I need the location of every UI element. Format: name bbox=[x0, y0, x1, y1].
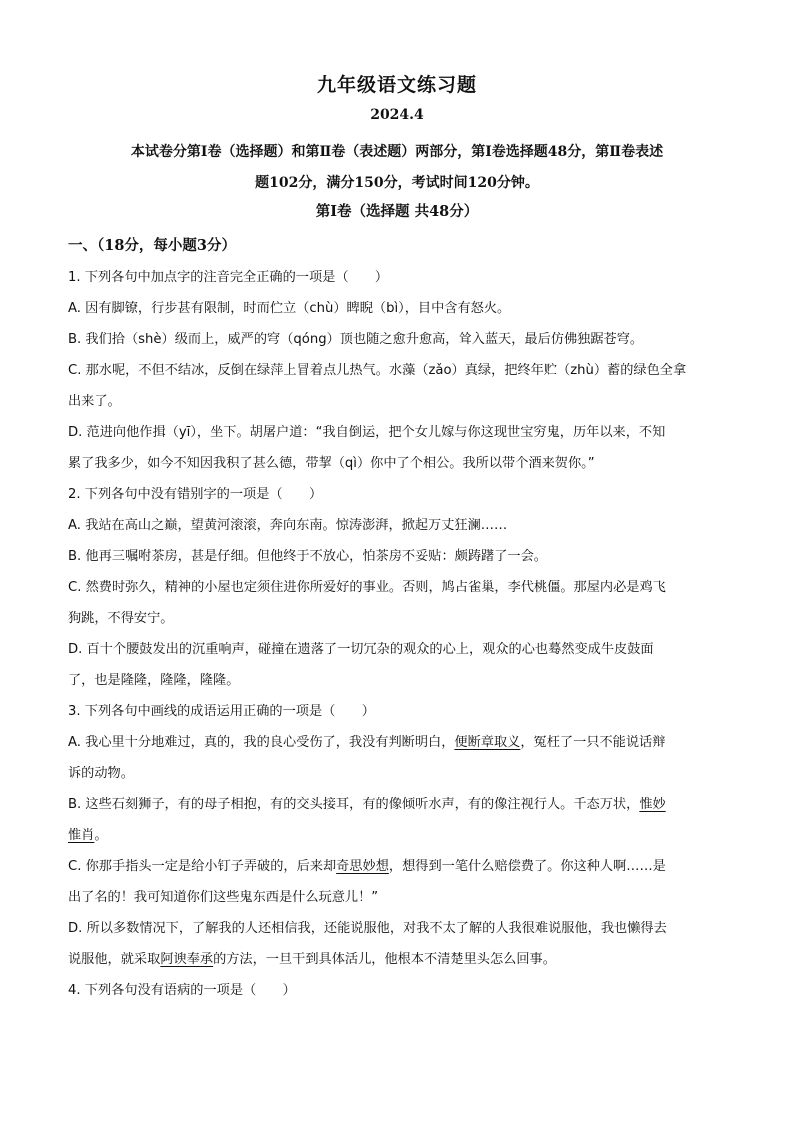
underlined-idiom: 奇思妙想 bbox=[336, 859, 389, 874]
underlined-idiom: 惟妙 bbox=[639, 797, 666, 812]
section-title: 一、（18分，每小题3分） bbox=[68, 237, 237, 254]
option-c: C. 那水呢，不但不结冰，反倒在绿萍上冒着点儿热气。水藻（zǎo）真绿，把终年贮（zhù）蓄的绿色全拿 bbox=[68, 363, 687, 378]
option-text: 。 bbox=[94, 828, 108, 843]
intro-line: 题102分，满分150分，考试时间120分钟。 bbox=[255, 175, 539, 191]
option-c bbox=[68, 851, 726, 882]
part-title: 第Ⅰ卷（选择题 共48分） bbox=[315, 203, 479, 220]
option-b-cont bbox=[68, 820, 726, 851]
question-stem: 2. 下列各句中没有错别字的一项是（ ） bbox=[68, 487, 323, 502]
option-c-cont: 出了名的！我可知道你们这些鬼东西是什么玩意儿！” bbox=[68, 890, 379, 905]
option-a: A. 我站在高山之巅，望黄河滚滚，奔向东南。惊涛澎湃，掀起万丈狂澜…… bbox=[68, 518, 508, 533]
question-stem: 3. 下列各句中画线的成语运用正确的一项是（ ） bbox=[68, 704, 375, 719]
option-b bbox=[68, 789, 726, 820]
option-c-cont: 出来了。 bbox=[68, 394, 121, 409]
question-stem: 1. 下列各句中加点字的注音完全正确的一项是（ ） bbox=[68, 270, 389, 285]
option-c: C. 然费时弥久，精神的小屋也定须住进你所爱好的事业。否则，鸠占雀巢，李代桃僵。那屋内必是鸡飞 bbox=[68, 580, 666, 595]
option-text: 的方法，一旦干到具体活儿，他根本不清楚里头怎么回事。 bbox=[213, 952, 556, 967]
exam-date: 2024.4 bbox=[370, 107, 424, 123]
option-c-cont: 狗跳，不得安宁。 bbox=[68, 611, 174, 626]
option-d-cont: 了，也是隆隆，隆隆，隆隆。 bbox=[68, 673, 240, 688]
page-title: 九年级语文练习题 bbox=[316, 74, 477, 96]
option-d: D. 范进向他作揖（yī），坐下。胡屠户道：“我自倒运，把个女儿嫁与你这现世宝穷鬼，历年以来，不知 bbox=[68, 425, 666, 440]
question-stem: 4. 下列各句没有语病的一项是（ ） bbox=[68, 983, 296, 998]
option-text: ，冤枉了一只不能说话辩 bbox=[520, 735, 666, 750]
underlined-idiom: 惟肖 bbox=[68, 828, 95, 843]
option-b: B. 我们拾（shè）级而上，威严的穹（qóng）顶也随之愈升愈高，耸入蓝天，最后仿佛独踞苍穹。 bbox=[68, 332, 644, 347]
option-text: C. 你那手指头一定是给小钉子弄破的，后来却 bbox=[68, 859, 337, 874]
option-text: A. 我心里十分地难过，真的，我的良心受伤了，我没有判断明白， bbox=[68, 735, 455, 750]
option-a bbox=[68, 727, 726, 758]
underlined-idiom: 阿谀奉承 bbox=[160, 952, 214, 967]
question-list bbox=[68, 262, 726, 1006]
underlined-idiom: 便断章取义 bbox=[454, 735, 521, 750]
option-text: 说服他，就采取 bbox=[68, 952, 161, 967]
option-text: ，想得到一笔什么赔偿费了。你这种人啊……是 bbox=[388, 859, 666, 874]
option-d: D. 百十个腰鼓发出的沉重响声，碰撞在遗落了一切冗杂的观众的心上，观众的心也蓦然变成牛皮鼓面 bbox=[68, 642, 654, 657]
exam-intro bbox=[68, 137, 726, 199]
option-a: A. 因有脚镣，行步甚有限制，时而伫立（chù）睥睨（bì），目中含有怒火。 bbox=[68, 301, 511, 316]
option-d-cont: 累了我多少，如今不知因我积了甚么德，带挈（qì）你中了个相公。我所以带个酒来贺你。” bbox=[68, 456, 595, 471]
option-b: B. 他再三嘱咐茶房，甚是仔细。但他终于不放心，怕茶房不妥贴：颇踌躇了一会。 bbox=[68, 549, 547, 564]
option-text: B. 这些石刻狮子，有的母子相抱，有的交头接耳，有的像倾听水声，有的像注视行人。千态万状， bbox=[68, 797, 640, 812]
option-d: D. 所以多数情况下，了解我的人还相信我，还能说服他，对我不太了解的人我很难说服他，我也懒得去 bbox=[68, 921, 667, 936]
option-a-cont: 诉的动物。 bbox=[68, 766, 134, 781]
option-d-cont bbox=[68, 944, 726, 975]
intro-line: 本试卷分第Ⅰ卷（选择题）和第Ⅱ卷（表述题）两部分，第Ⅰ卷选择题48分，第Ⅱ卷表述 bbox=[130, 144, 664, 160]
